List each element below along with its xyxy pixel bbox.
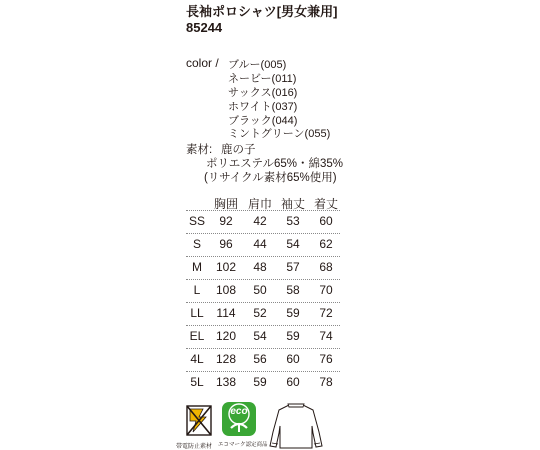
table-cell: 59	[253, 375, 267, 389]
table-cell: 68	[319, 260, 333, 274]
table-cell: 60	[286, 375, 300, 389]
color-item-navy: ネービー(011)	[228, 73, 297, 85]
table-cell: 44	[253, 237, 267, 251]
table-rule	[186, 325, 340, 326]
size-label: EL	[189, 329, 205, 343]
size-label: M	[192, 260, 202, 274]
table-rule	[186, 371, 340, 372]
eco-badge	[218, 401, 268, 450]
table-cell: 56	[253, 352, 267, 366]
size-label: SS	[188, 214, 205, 228]
table-cell: 50	[253, 283, 267, 297]
table-cell: 108	[215, 283, 237, 297]
size-label: S	[192, 237, 201, 251]
color-item-sax: サックス(016)	[228, 87, 298, 99]
header-chest: 胸囲	[213, 197, 238, 211]
material-name: 鹿の子	[221, 144, 256, 156]
table-cell: 78	[319, 375, 333, 389]
table-cell: 53	[286, 214, 300, 228]
antistatic-caption: 帯電防止素材	[176, 444, 213, 450]
table-cell: 128	[215, 352, 237, 366]
table-cell: 58	[286, 283, 300, 297]
material-note: (リサイクル素材65%使用)	[204, 172, 337, 184]
color-item-black: ブラック(044)	[228, 115, 298, 127]
table-cell: 54	[253, 329, 267, 343]
color-label: color /	[186, 56, 219, 70]
header-length: 着丈	[313, 197, 338, 211]
table-cell: 60	[286, 352, 300, 366]
table-rule	[186, 302, 340, 303]
antistatic-badge	[178, 403, 216, 450]
eco-text: eco	[230, 406, 248, 417]
table-cell: 57	[286, 260, 300, 274]
table-rule	[186, 279, 340, 280]
size-label: L	[193, 283, 201, 297]
product-code: 85244	[186, 20, 223, 35]
table-cell: 60	[319, 214, 333, 228]
table-rule	[186, 210, 340, 211]
table-cell: 59	[286, 329, 300, 343]
table-cell: 48	[253, 260, 267, 274]
table-cell: 92	[219, 214, 233, 228]
material-composition: ポリエステル65%・綿35%	[206, 158, 343, 170]
table-cell: 138	[215, 375, 237, 389]
table-cell: 70	[319, 283, 333, 297]
color-item-white: ホワイト(037)	[228, 101, 298, 113]
header-sleeve: 袖丈	[280, 197, 305, 211]
table-rule	[186, 256, 340, 257]
color-item-blue: ブルー(005)	[228, 59, 287, 71]
table-rule	[186, 233, 340, 234]
table-cell: 52	[253, 306, 267, 320]
table-cell: 114	[216, 306, 236, 320]
table-cell: 102	[215, 260, 237, 274]
table-rule	[186, 348, 340, 349]
table-cell: 72	[319, 306, 333, 320]
material-label: 素材:	[186, 144, 213, 156]
antistatic-icon	[178, 403, 216, 439]
color-item-mintgreen: ミントグリーン(055)	[228, 128, 331, 140]
table-cell: 59	[286, 306, 300, 320]
header-shoulder: 肩巾	[247, 197, 272, 211]
table-cell: 54	[286, 237, 300, 251]
size-label: 4L	[190, 352, 204, 366]
table-cell: 62	[319, 237, 333, 251]
eco-caption: エコマーク認定商品	[218, 442, 268, 448]
table-cell: 42	[253, 214, 267, 228]
table-cell: 120	[215, 329, 237, 343]
size-label: LL	[190, 306, 204, 320]
polo-shirt-back-icon	[267, 402, 325, 450]
size-label: 5L	[190, 375, 204, 389]
table-cell: 76	[319, 352, 333, 366]
eco-mark-icon	[222, 402, 256, 436]
table-cell: 74	[319, 329, 333, 343]
table-cell: 96	[219, 237, 233, 251]
product-title: 長袖ポロシャツ[男女兼用]	[186, 4, 338, 19]
